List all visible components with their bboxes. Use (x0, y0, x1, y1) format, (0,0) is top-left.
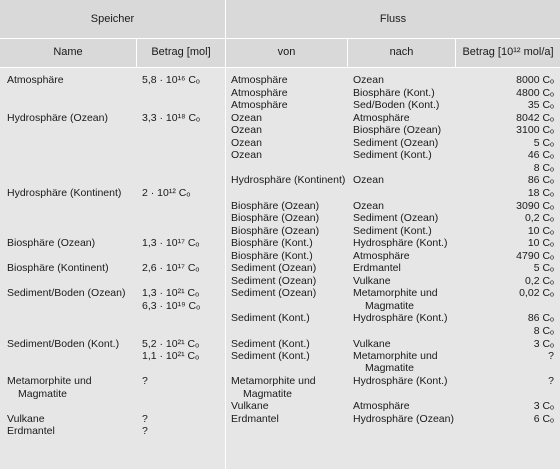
flux-betrag: 5 Cₒ (533, 262, 554, 275)
flux-von: Biosphäre (Ozean) (231, 212, 320, 225)
flux-betrag: 86 Cₒ (527, 174, 554, 187)
flux-von: Hydrosphäre (Kontinent) (231, 174, 346, 187)
store-name: Sediment/Boden (Kont.) (7, 337, 120, 350)
column-header-betrag-mol: Betrag [mol] (151, 46, 211, 58)
flux-nach-cont: Magmatite (365, 362, 415, 375)
store-name: Sediment/Boden (Ozean) (7, 287, 126, 300)
store-amount-2: 1,1 · 10²¹ Cₒ (142, 349, 200, 362)
flux-nach: Erdmantel (353, 262, 401, 275)
flux-betrag: 3 Cₒ (533, 400, 554, 413)
column-header-betrag-flux: Betrag [10¹² mol/a] (462, 46, 554, 58)
flux-betrag: 5 Cₒ (533, 136, 554, 149)
column-divider (225, 0, 226, 469)
flux-nach: Ozean (353, 199, 384, 212)
flux-betrag: 3090 Cₒ (516, 199, 554, 212)
store-name: Hydrosphäre (Kontinent) (7, 186, 122, 199)
store-amount: 1,3 · 10¹⁷ Cₒ (142, 237, 200, 250)
store-amount: 5,8 · 10¹⁶ Cₒ (142, 74, 200, 86)
flux-nach: Vulkane (353, 337, 391, 350)
flux-von: Erdmantel (231, 412, 279, 425)
flux-von: Biosphäre (Ozean) (231, 224, 320, 237)
flux-nach: Ozean (353, 74, 384, 86)
store-name: Atmosphäre (7, 74, 64, 86)
flux-betrag: 18 Cₒ (527, 186, 554, 199)
flux-von: Biosphäre (Kont.) (231, 249, 313, 262)
flux-nach: Sediment (Kont.) (353, 149, 432, 162)
flux-nach: Atmosphäre (353, 249, 410, 262)
store-amount: ? (142, 412, 148, 425)
flux-betrag: 10 Cₒ (527, 237, 554, 250)
store-amount: 1,3 · 10²¹ Cₒ (142, 287, 200, 300)
flux-betrag: 8042 Cₒ (516, 111, 554, 124)
store-amount: ? (142, 425, 148, 438)
flux-von: Vulkane (231, 400, 269, 413)
flux-von: Ozean (231, 136, 262, 149)
flux-nach: Biosphäre (Ozean) (353, 124, 442, 137)
flux-betrag: 4790 Cₒ (516, 249, 554, 262)
flux-von: Atmosphäre (231, 99, 288, 112)
store-name: Vulkane (7, 412, 45, 425)
flux-betrag: 46 Cₒ (527, 149, 554, 162)
flux-betrag: 6 Cₒ (533, 412, 554, 425)
flux-nach: Atmosphäre (353, 400, 410, 413)
store-name: Biosphäre (Ozean) (7, 237, 96, 250)
store-amount: 5,2 · 10²¹ Cₒ (142, 337, 200, 350)
flux-nach: Metamorphite und (353, 287, 438, 300)
flux-betrag: 0,2 Cₒ (524, 212, 554, 225)
store-name-cont: Magmatite (18, 387, 68, 400)
flux-nach: Sed/Boden (Kont.) (353, 99, 440, 112)
flux-nach-cont: Magmatite (365, 299, 415, 312)
flux-betrag: 0,2 Cₒ (524, 274, 554, 287)
flux-betrag: 3 Cₒ (533, 337, 554, 350)
store-amount: 2,6 · 10¹⁷ Cₒ (142, 262, 200, 275)
flux-betrag: 3100 Cₒ (516, 124, 554, 137)
flux-nach: Sediment (Ozean) (353, 212, 439, 225)
store-name: Hydrosphäre (Ozean) (7, 111, 108, 124)
store-amount-2: 6,3 · 10¹⁹ Cₒ (142, 299, 201, 312)
flux-von: Atmosphäre (231, 86, 288, 99)
flux-betrag: 8 Cₒ (533, 325, 554, 337)
flux-von: Ozean (231, 111, 262, 124)
store-name: Erdmantel (7, 425, 55, 438)
flux-nach: Biosphäre (Kont.) (353, 86, 435, 99)
flux-betrag: 10 Cₒ (527, 224, 554, 237)
flux-von: Sediment (Kont.) (231, 312, 310, 325)
flux-von: Metamorphite und (231, 375, 316, 388)
flux-von: Sediment (Kont.) (231, 337, 310, 350)
flux-nach: Sediment (Kont.) (353, 224, 432, 237)
flux-betrag: ? (548, 350, 554, 363)
flux-betrag: 0,02 Cₒ (519, 287, 554, 300)
flux-von: Ozean (231, 149, 262, 162)
group-header-speicher: Speicher (90, 13, 135, 25)
flux-von: Biosphäre (Kont.) (231, 237, 313, 250)
flux-nach: Sediment (Ozean) (353, 136, 439, 149)
flux-betrag: 8 Cₒ (533, 161, 554, 174)
column-header-von: von (277, 46, 296, 58)
flux-betrag: 86 Cₒ (527, 312, 554, 325)
flux-nach: Vulkane (353, 274, 391, 287)
flux-nach: Hydrosphäre (Kont.) (353, 312, 448, 325)
flux-nach: Hydrosphäre (Kont.) (353, 375, 448, 388)
flux-nach: Metamorphite und (353, 350, 438, 363)
store-amount: 3,3 · 10¹⁸ Cₒ (142, 111, 200, 124)
flux-betrag: 8000 Cₒ (516, 74, 554, 86)
flux-nach: Ozean (353, 174, 384, 187)
flux-von: Sediment (Kont.) (231, 350, 310, 363)
flux-von: Atmosphäre (231, 74, 288, 86)
flux-von: Ozean (231, 124, 262, 137)
flux-von: Sediment (Ozean) (231, 262, 317, 275)
column-header-nach: nach (389, 46, 414, 58)
store-amount: ? (142, 375, 148, 388)
store-name: Metamorphite und (7, 375, 92, 388)
store-name: Biosphäre (Kontinent) (7, 262, 109, 275)
flux-betrag: 35 Cₒ (527, 99, 554, 112)
flux-betrag: 4800 Cₒ (516, 86, 554, 99)
flux-von: Sediment (Ozean) (231, 287, 317, 300)
flux-nach: Hydrosphäre (Kont.) (353, 237, 448, 250)
flux-von: Biosphäre (Ozean) (231, 199, 320, 212)
store-amount: 2 · 10¹² Cₒ (142, 186, 191, 199)
flux-nach: Atmosphäre (353, 111, 410, 124)
column-header-name: Name (53, 46, 83, 58)
flux-nach: Hydrosphäre (Ozean) (353, 412, 454, 425)
flux-von: Sediment (Ozean) (231, 274, 317, 287)
flux-betrag: ? (548, 375, 554, 388)
flux-von-cont: Magmatite (243, 387, 293, 400)
group-header-fluss: Fluss (379, 13, 407, 25)
